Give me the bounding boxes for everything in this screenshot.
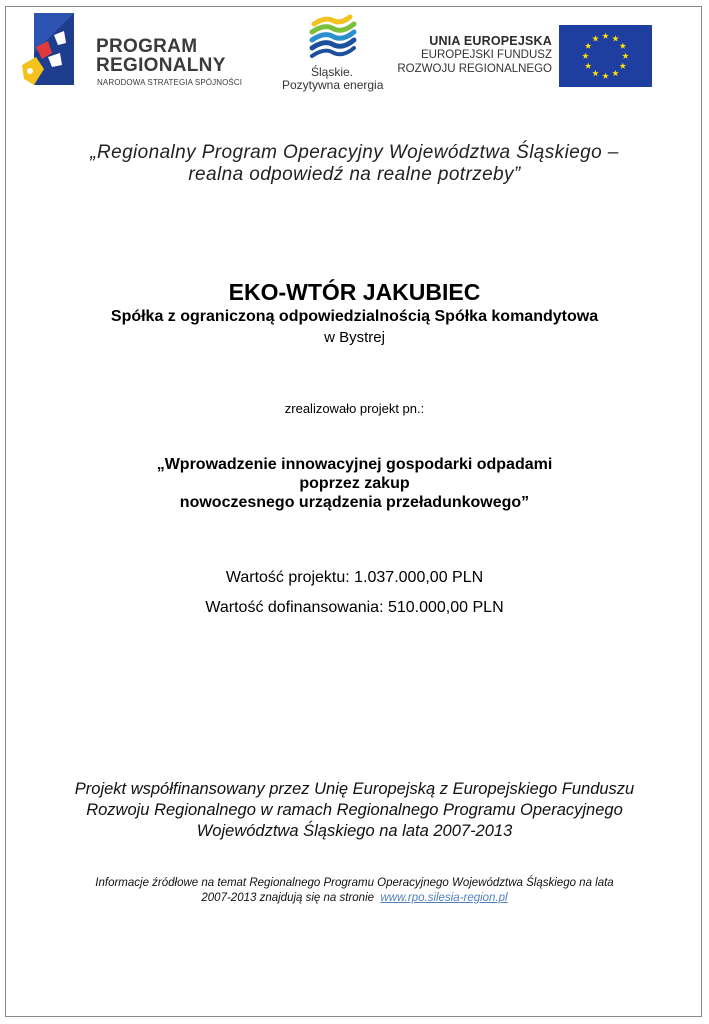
info-line1: Informacje źródłowe na temat Regionalnego Programu Operacyjnego Województwa Śląskiego na lata: [95, 877, 614, 889]
info-line2-prefix: 2007-2013 znajdują się na stronie: [201, 892, 375, 904]
slaskie-waves-icon: [282, 10, 382, 66]
eu-fund-text: [397, 34, 552, 76]
eu-text-line1: UNIA EUROPEJSKA: [429, 34, 552, 48]
company-type: Spółka z ograniczoną odpowiedzialnością Spółka komandytowa: [110, 308, 599, 325]
realized-label: zrealizowało projekt pn.:: [284, 401, 425, 416]
program-regionalny-emblem-icon: [22, 13, 94, 91]
slaskie-logo: [282, 10, 382, 96]
company-name: EKO-WTÓR JAKUBIEC: [228, 279, 481, 305]
cofinance-line3: Województwa Śląskiego na lata 2007-2013: [196, 822, 513, 840]
program-regionalny-logo: [22, 13, 272, 91]
project-title-line1: „Wprowadzenie innowacyjnej gospodarki odpadami: [156, 456, 553, 473]
eu-text-line3: ROZWOJU REGIONALNEGO: [397, 63, 552, 75]
project-title-line2: poprzez zakup: [299, 475, 410, 492]
project-title: [0, 455, 709, 512]
eu-flag-icon: [559, 25, 652, 87]
cofinance-line1: Projekt współfinansowany przez Unię Europejską z Europejskiego Funduszu: [74, 780, 635, 798]
project-title-line3: nowoczesnego urządzenia przeładunkowego”: [179, 494, 530, 511]
company-place: w Bystrej: [324, 329, 385, 346]
program-logo-line3: NARODOWA STRATEGIA SPÓJNOŚCI: [97, 78, 243, 87]
project-value: Wartość projektu: 1.037.000,00 PLN: [225, 569, 484, 586]
slaskie-logo-line1: Śląskie.: [310, 65, 354, 79]
rpo-website-link[interactable]: www.rpo.silesia-region.pl: [380, 892, 508, 904]
program-logo-line1: PROGRAM: [96, 36, 198, 57]
info-line2: [0, 891, 709, 906]
slaskie-logo-line2: Pozytywna energia: [282, 78, 384, 92]
motto: [0, 142, 709, 186]
motto-line2: realna odpowiedź na realne potrzeby”: [188, 164, 521, 185]
source-info: [0, 876, 709, 906]
program-logo-line2: REGIONALNY: [96, 55, 226, 76]
funding-value: Wartość dofinansowania: 510.000,00 PLN: [205, 599, 504, 616]
cofinance-statement: [0, 779, 709, 842]
eu-text-line2: EUROPEJSKI FUNDUSZ: [421, 49, 552, 61]
motto-line1: „Regionalny Program Operacyjny Województwa Śląskiego –: [90, 142, 619, 163]
cofinance-line2: Rozwoju Regionalnego w ramach Regionalnego Programu Operacyjnego: [86, 801, 623, 819]
